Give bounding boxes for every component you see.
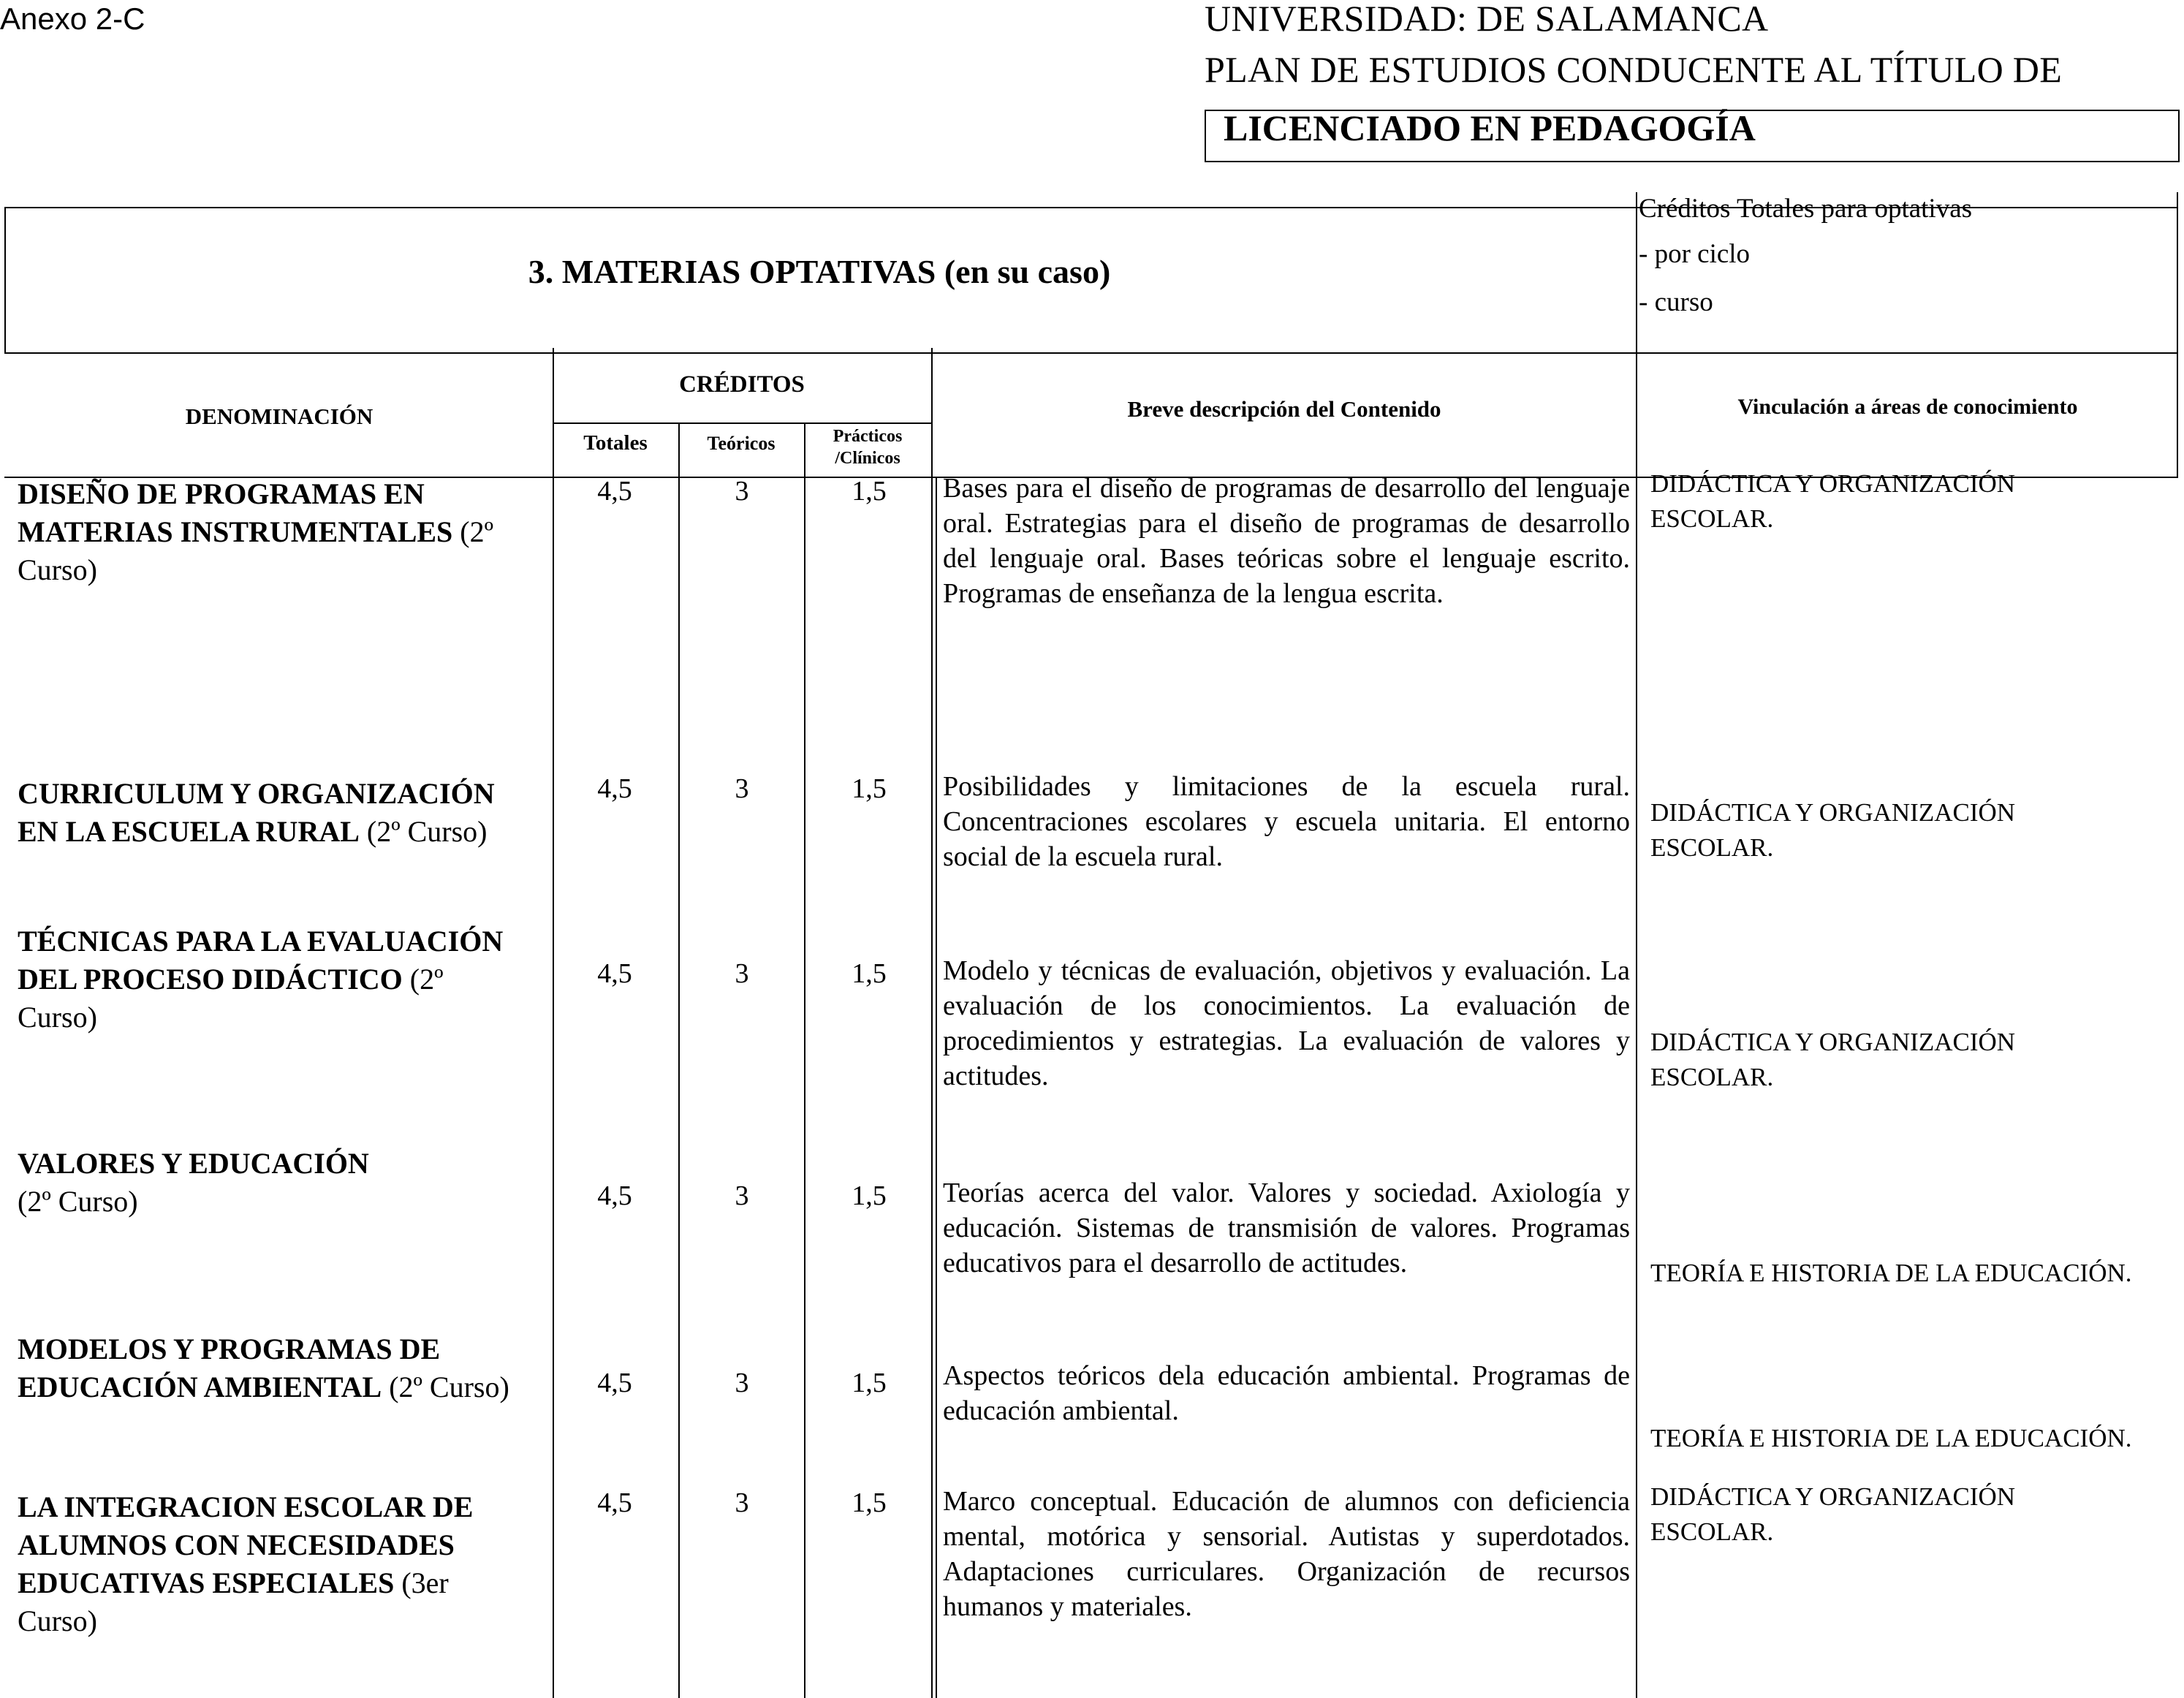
col-header-practicos-line1: Prácticos bbox=[833, 427, 903, 446]
credits-practice: 1,5 bbox=[852, 476, 887, 507]
knowledge-area: DIDÁCTICA Y ORGANIZACIÓN ESCOLAR. bbox=[1650, 1482, 2016, 1546]
credits-practice: 1,5 bbox=[852, 958, 887, 989]
credits-theory: 3 bbox=[735, 1487, 749, 1518]
course-name-title: VALORES Y EDUCACIÓN bbox=[18, 1147, 369, 1180]
credits-total: 4,5 bbox=[597, 1180, 632, 1211]
course-description: Posibilidades y limitaciones de la escuela rural. Concentraciones escolares y escuela unitaria. El entorno social de la escuela rural. bbox=[943, 771, 1630, 872]
course-name-title: CURRICULUM Y ORGANIZACIÓN EN LA ESCUELA RURAL bbox=[18, 777, 495, 848]
col-divider-credits bbox=[931, 348, 933, 1698]
col-header-teoricos: Teóricos bbox=[707, 433, 776, 454]
course-year: (2º Curso) bbox=[382, 1371, 509, 1403]
credits-practice: 1,5 bbox=[852, 1487, 887, 1518]
curso-label: - curso bbox=[1639, 287, 1713, 317]
col-divider-teoricos bbox=[804, 422, 805, 1698]
col-divider-totales bbox=[678, 422, 680, 1698]
knowledge-area: TEORÍA E HISTORIA DE LA EDUCACIÓN. bbox=[1650, 1424, 2132, 1452]
col-header-creditos: CRÉDITOS bbox=[679, 371, 805, 398]
course-year: (2º Curso) bbox=[18, 515, 494, 586]
course-year: (3er Curso) bbox=[18, 1566, 449, 1637]
knowledge-area: DIDÁCTICA Y ORGANIZACIÓN ESCOLAR. bbox=[1650, 1028, 2016, 1091]
course-name bbox=[18, 775, 529, 851]
knowledge-area: TEORÍA E HISTORIA DE LA EDUCACIÓN. bbox=[1650, 1259, 2132, 1287]
course-year: (2º Curso) bbox=[18, 963, 444, 1034]
credits-total: 4,5 bbox=[597, 476, 632, 507]
course-description: Marco conceptual. Educación de alumnos con deficiencia mental, motórica y sensorial. Autistas y superdotados. Adaptaciones curriculares. Organización de recursos humanos y materiales. bbox=[943, 1486, 1630, 1622]
knowledge-area: DIDÁCTICA Y ORGANIZACIÓN ESCOLAR. bbox=[1650, 469, 2016, 533]
course-year: (2º Curso) bbox=[18, 1185, 138, 1218]
credits-theory: 3 bbox=[735, 476, 749, 507]
degree-title-box bbox=[1205, 107, 2180, 162]
col-header-practicos-line2: /Clínicos bbox=[835, 449, 900, 468]
credits-total: 4,5 bbox=[597, 1368, 632, 1398]
col-header-denominacion: DENOMINACIÓN bbox=[185, 403, 374, 429]
annex-label: Anexo 2-C bbox=[0, 1, 145, 36]
credits-theory: 3 bbox=[735, 958, 749, 989]
course-name-title: TÉCNICAS PARA LA EVALUACIÓN DEL PROCESO DIDÁCTICO bbox=[18, 925, 504, 996]
course-name bbox=[18, 922, 529, 1036]
course-description: Bases para el diseño de programas de desarrollo del lenguaje oral. Estrategias para el diseño de programas de desarrollo del lenguaje oral. Bases teóricas sobre el lenguaje escrito. Programas de enseñanza de la lengua escrita. bbox=[943, 473, 1630, 609]
credits-theory: 3 bbox=[735, 1180, 749, 1211]
course-name bbox=[18, 1488, 529, 1640]
optativas-label: Créditos Totales para optativas bbox=[1639, 194, 1973, 224]
course-name-title: LA INTEGRACION ESCOLAR DE ALUMNOS CON NECESIDADES EDUCATIVAS ESPECIALES bbox=[18, 1490, 474, 1599]
credits-practice: 1,5 bbox=[852, 773, 887, 804]
course-year: (2º Curso) bbox=[359, 815, 488, 848]
col-header-vinculacion: Vinculación a áreas de conocimiento bbox=[1737, 395, 2078, 419]
course-name bbox=[18, 1145, 529, 1221]
course-description: Modelo y técnicas de evaluación, objetivos y evaluación. La evaluación de los conocimientos. La evaluación de procedimientos y estrategias. La evaluación de valores y actitudes. bbox=[943, 955, 1630, 1091]
creditos-sub-border bbox=[553, 422, 931, 424]
credits-total: 4,5 bbox=[597, 958, 632, 989]
credits-total: 4,5 bbox=[597, 1487, 632, 1518]
col-header-practicos bbox=[804, 425, 931, 469]
credits-theory: 3 bbox=[735, 773, 749, 804]
credits-theory: 3 bbox=[735, 1368, 749, 1398]
course-name-title: MODELOS Y PROGRAMAS DE EDUCACIÓN AMBIENTAL bbox=[18, 1333, 441, 1403]
section-title: 3. MATERIAS OPTATIVAS (en su caso) bbox=[528, 253, 1111, 290]
credits-practice: 1,5 bbox=[852, 1368, 887, 1398]
section-bottom-border bbox=[4, 352, 2178, 354]
knowledge-area: DIDÁCTICA Y ORGANIZACIÓN ESCOLAR. bbox=[1650, 798, 2016, 862]
course-name-title: DISEÑO DE PROGRAMAS EN MATERIAS INSTRUMENTALES bbox=[18, 477, 453, 548]
course-name bbox=[18, 475, 529, 589]
university-name: UNIVERSIDAD: DE SALAMANCA bbox=[1205, 0, 1769, 39]
credits-total: 4,5 bbox=[597, 773, 632, 804]
table-right-border bbox=[2177, 192, 2178, 477]
course-description: Teorías acerca del valor. Valores y sociedad. Axiología y educación. Sistemas de transmisión de valores. Programas educativos para el desarrollo de actitudes. bbox=[943, 1178, 1630, 1278]
por-ciclo-label: - por ciclo bbox=[1639, 239, 1751, 269]
degree-title: LICENCIADO EN PEDAGOGÍA bbox=[1224, 107, 1756, 148]
col-divider-name bbox=[553, 348, 554, 1698]
col-divider-desc bbox=[936, 477, 937, 1698]
plan-title: PLAN DE ESTUDIOS CONDUCENTE AL TÍTULO DE bbox=[1205, 49, 2063, 90]
credits-practice: 1,5 bbox=[852, 1180, 887, 1211]
col-header-descripcion: Breve descripción del Contenido bbox=[1127, 396, 1441, 422]
col-header-totales: Totales bbox=[583, 431, 648, 455]
course-name bbox=[18, 1330, 529, 1406]
course-description: Aspectos teóricos dela educación ambiental. Programas de educación ambiental. bbox=[943, 1360, 1630, 1426]
